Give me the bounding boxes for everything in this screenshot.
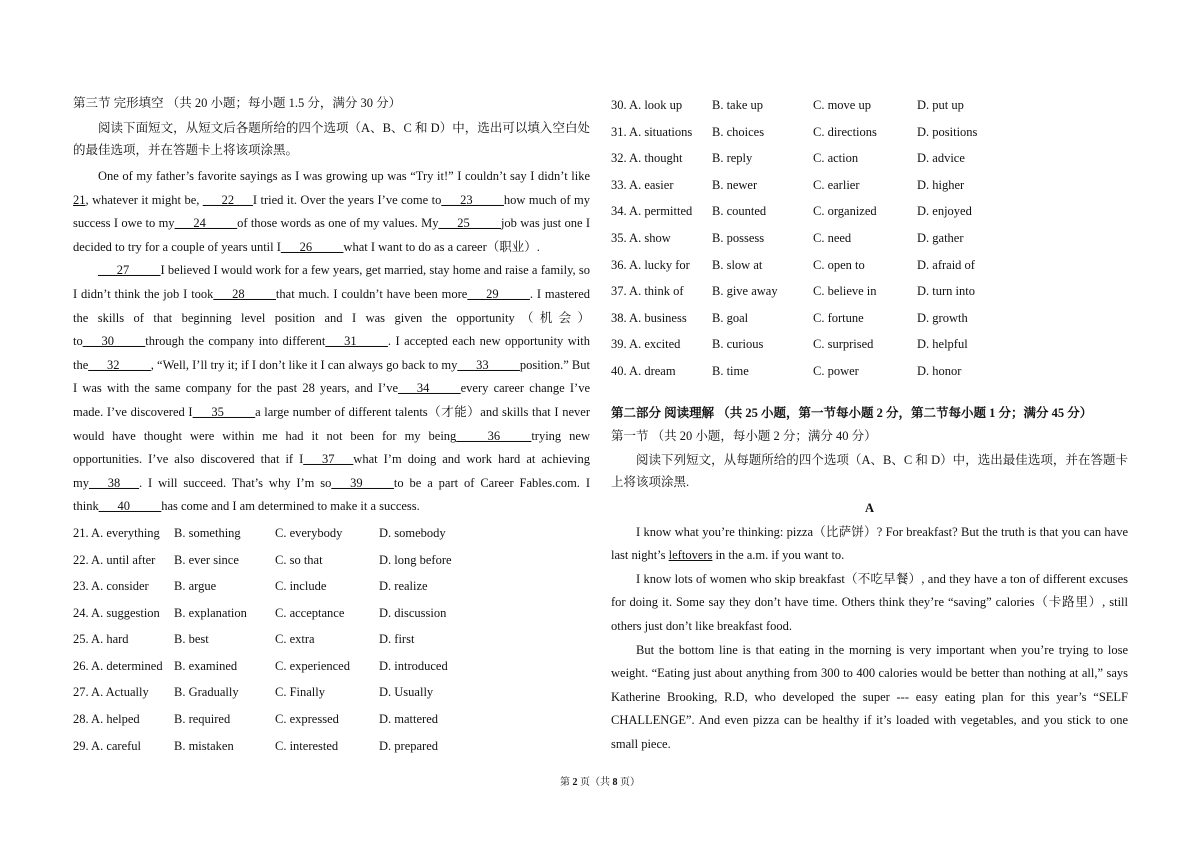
- option-row-26: 26. A. determined B. examined C. experienced D. introduced: [73, 658, 448, 673]
- option-row-34: 34. A. permitted B. counted C. organized D. enjoyed: [611, 204, 972, 219]
- option-row-37: 37. A. think of B. give away C. believe in D. turn into: [611, 284, 975, 299]
- option-row-28: 28. A. helped B. required C. expressed D. mattered: [73, 712, 439, 727]
- option-row-24: 24. A. suggestion B. explanation C. acceptance D. discussion: [73, 605, 447, 620]
- option-row-25: 25. A. hard B. best C. extra D. first: [73, 632, 415, 647]
- right-column: [611, 94, 1128, 756]
- blank-23: ___23_____: [441, 192, 504, 207]
- blank-25: ___25_____: [438, 216, 501, 231]
- passage-paragraph-3: But the bottom line is that eating in the morning is very important when you’re trying to lose weight. “Eating just about anything from 300 to 400 calories would be better than nothing at all,” says Katherine Brooking, R.D, who developed the super --- easy eating plan for this year’s “SELF CHALLENGE”. And even pizza can be healthy if it’s loaded with vegetables, and you stick to one small piece.: [611, 642, 1128, 751]
- blank-29: ___29_____: [467, 286, 530, 301]
- option-row-32: 32. A. thought B. reply C. action D. advice: [611, 151, 965, 166]
- options-list-30-40: [611, 92, 1128, 385]
- option-row-35: 35. A. show B. possess C. need D. gather: [611, 230, 964, 245]
- section-title: 第三节 完形填空 （共 20 小题；每小题 1.5 分，满分 30 分）: [73, 96, 402, 110]
- blank-31: ___31_____: [325, 334, 388, 349]
- blank-35: ___35_____: [192, 404, 256, 419]
- passage-paragraph-1: I know what you’re thinking: pizza（比萨饼）? For breakfast? But the truth is that you can have last night’s leftovers in the a.m. if you want to.: [611, 524, 1128, 563]
- option-row-36: 36. A. lucky for B. slow at C. open to D. afraid of: [611, 257, 975, 272]
- cloze-paragraph-2: ___27_____I believed I would work for a few years, get married, stay home and raise a family, so I didn’t think the job I took___28_____that much. I couldn’t have been more___29_____. I mastered the skills of that beginning level position and I was given the opportunity（机会）to___30_____through the company into different___31_____. I accepted each new opportunity with the___32_____, “Well, I’ll try it; if I don’t like it I can always go back to my___33_____position.” But I was with the same company for the past 28 years, and I’ve___34_____every career change I’ve made. I’ve discovered I___35_____a large number of different talents（才能）and skills that I never would have thought were within me had it not been for my being_____36_____trying new opportunities. I’ve also discovered that if I___37___what I’m doing and work hard at achieving my___38___. I will succeed. That’s why I’m so___39_____to be a part of Career Fables.com. I think___40_____has come and I am determined to make it a success.: [73, 263, 590, 514]
- option-row-39: 39. A. excited B. curious C. surprised D. helpful: [611, 337, 968, 352]
- page-number: 2: [572, 777, 578, 788]
- blank-22: ___22___: [202, 192, 253, 207]
- underlined-word: leftovers: [668, 548, 713, 563]
- blank-33: ___33_____: [457, 357, 520, 372]
- option-row-29: 29. A. careful B. mistaken C. interested D. prepared: [73, 738, 438, 753]
- blank-40: ___40_____: [98, 499, 162, 514]
- blank-32: ___32_____: [88, 357, 151, 372]
- blank-27: ___27_____: [98, 263, 161, 278]
- options-list-21-29: [73, 520, 590, 759]
- blank-34: ___34_____: [398, 381, 461, 396]
- page-total: 8: [612, 777, 618, 788]
- option-row-40: 40. A. dream B. time C. power D. honor: [611, 363, 962, 378]
- part2-title: 第二部分 阅读理解 （共 25 小题，第一节每小题 2 分，第二节每小题 1 分；满分 45 分）: [611, 405, 1093, 420]
- left-column: [73, 94, 590, 759]
- cloze-instructions: 阅读下面短文，从短文后各题所给的四个选项（A、B、C 和 D）中，选出可以填入空白处的最佳选项，并在答题卡上将该项涂黑。: [73, 121, 590, 157]
- blank-28: ___28_____: [213, 286, 276, 301]
- option-row-22: 22. A. until after B. ever since C. so that D. long before: [73, 552, 452, 567]
- passage-label: A: [864, 500, 875, 515]
- option-row-27: 27. A. Actually B. Gradually C. Finally D. Usually: [73, 685, 434, 700]
- section1-title: 第一节 （共 20 小题，每小题 2 分；满分 40 分）: [611, 428, 877, 443]
- blank-26: ___26_____: [280, 239, 344, 254]
- option-row-23: 23. A. consider B. argue C. include D. realize: [73, 579, 428, 594]
- blank-36: _____36_____: [456, 428, 532, 443]
- reading-instructions: 阅读下列短文，从每题所给的四个选项（A、B、C 和 D）中，选出最佳选项，并在答题卡上将该项涂黑.: [611, 452, 1128, 489]
- blank-21: 21: [73, 192, 86, 207]
- page-footer: 第 2 页（共 8 页）: [560, 777, 640, 788]
- blank-39: ___39_____: [331, 475, 394, 490]
- passage-paragraph-2: I know lots of women who skip breakfast（不吃早餐）, and they have a ton of different excuses for doing it. Some say they don’t have time. Others think they’re “saving” calories（卡路里）, still others just don’t like breakfast food.: [611, 571, 1128, 633]
- option-row-38: 38. A. business B. goal C. fortune D. growth: [611, 310, 968, 325]
- cloze-paragraph-1: One of my father’s favorite sayings as I was growing up was “Try it!” I couldn’t say I didn’t like 21, whatever it might be, ___22___I tried it. Over the years I’ve come to___23_____how much of my success I owe to my___24_____of those words as one of my values. My___25_____job was just one I decided to try for a couple of years until I___26_____what I want to do as a career（职业）.: [73, 169, 591, 254]
- blank-30: ___30_____: [82, 334, 146, 349]
- blank-37: ___37___: [303, 452, 354, 467]
- blank-24: ___24_____: [174, 216, 238, 231]
- option-row-31: 31. A. situations B. choices C. directions D. positions: [611, 124, 978, 139]
- option-row-21: 21. A. everything B. something C. everybody D. somebody: [73, 525, 446, 540]
- option-row-33: 33. A. easier B. newer C. earlier D. higher: [611, 177, 965, 192]
- blank-38: ___38___: [88, 475, 139, 490]
- option-row-30: 30. A. look up B. take up C. move up D. put up: [611, 98, 964, 112]
